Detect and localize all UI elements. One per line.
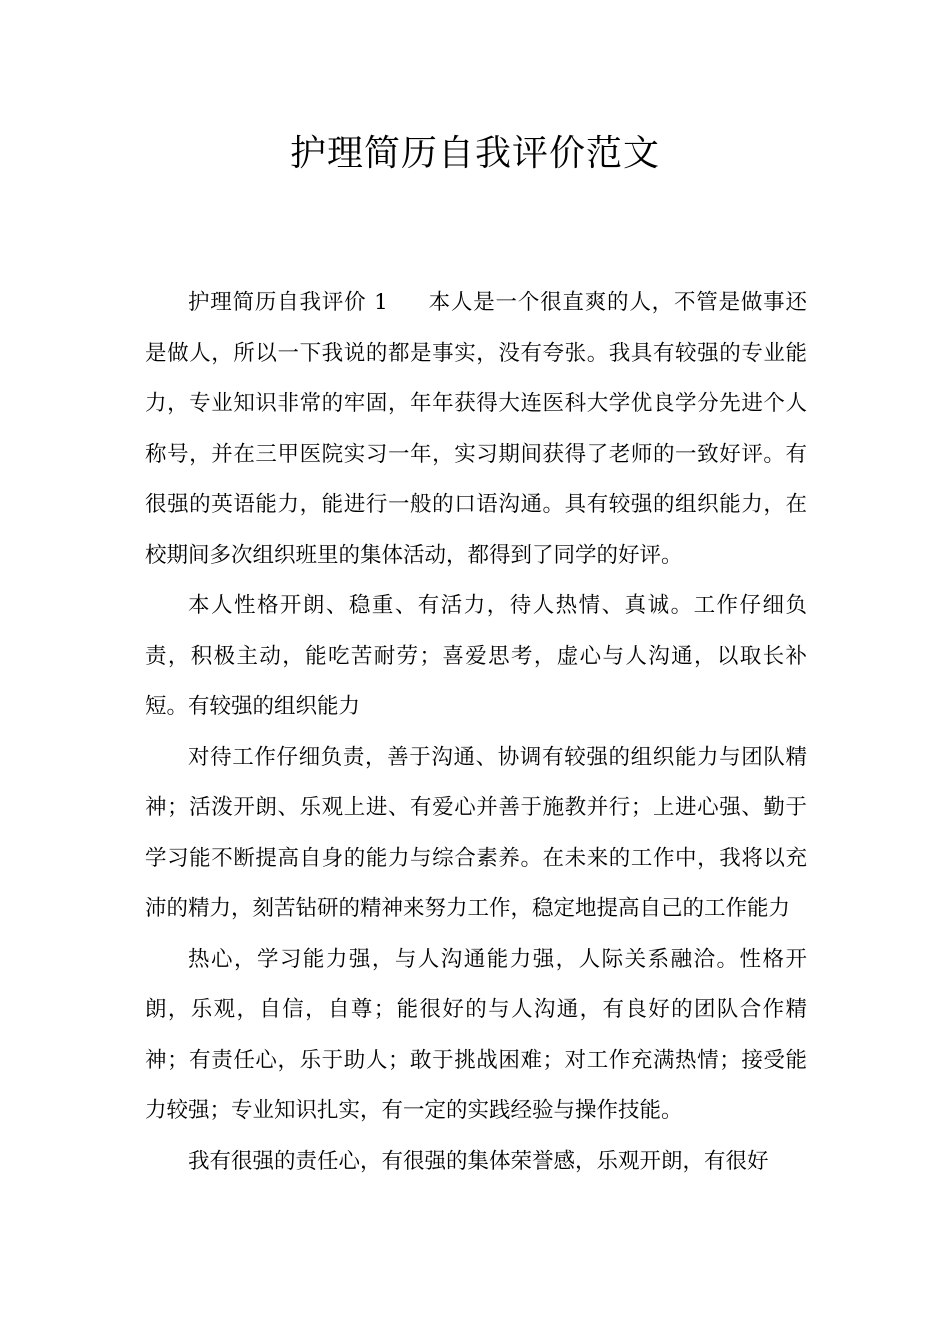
section-heading: 护理简历自我评价 1 <box>188 290 388 315</box>
paragraph-4: 热心，学习能力强，与人沟通能力强，人际关系融洽。性格开朗，乐观，自信，自尊；能很好的与人沟通，有良好的团队合作精神；有责任心，乐于助人；敢于挑战困难；对工作充满热情；接受能力较强；专业知识扎实，有一定的实践经验与操作技能。 <box>145 946 807 1123</box>
paragraph-5: 我有很强的责任心，有很强的集体荣誉感，乐观开朗，有很好 <box>188 1148 769 1174</box>
paragraph-3: 对待工作仔细负责，善于沟通、协调有较强的组织能力与团队精神；活泼开朗、乐观上进、有爱心并善于施教并行；上进心强、勤于学习能不断提高自身的能力与综合素养。在未来的工作中，我将以充沛的精力，刻苦钻研的精神来努力工作，稳定地提高自己的工作能力 <box>145 744 807 921</box>
document-title: 护理简历自我评价范文 <box>289 133 660 174</box>
document-body <box>145 278 807 1187</box>
paragraph-1-text: 本人是一个很直爽的人，不管是做事还是做人，所以一下我说的都是事实，没有夸张。我具有较强的专业能力，专业知识非常的牢固，年年获得大连医科大学优良学分先进个人称号，并在三甲医院实习一年，实习期间获得了老师的一致好评。有很强的英语能力，能进行一般的口语沟通。具有较强的组织能力，在校期间多次组织班里的集体活动，都得到了同学的好评。 <box>145 290 807 568</box>
paragraph-1 <box>145 278 807 581</box>
paragraph-2: 本人性格开朗、稳重、有活力，待人热情、真诚。工作仔细负责，积极主动，能吃苦耐劳；喜爱思考，虚心与人沟通，以取长补短。有较强的组织能力 <box>145 593 807 719</box>
